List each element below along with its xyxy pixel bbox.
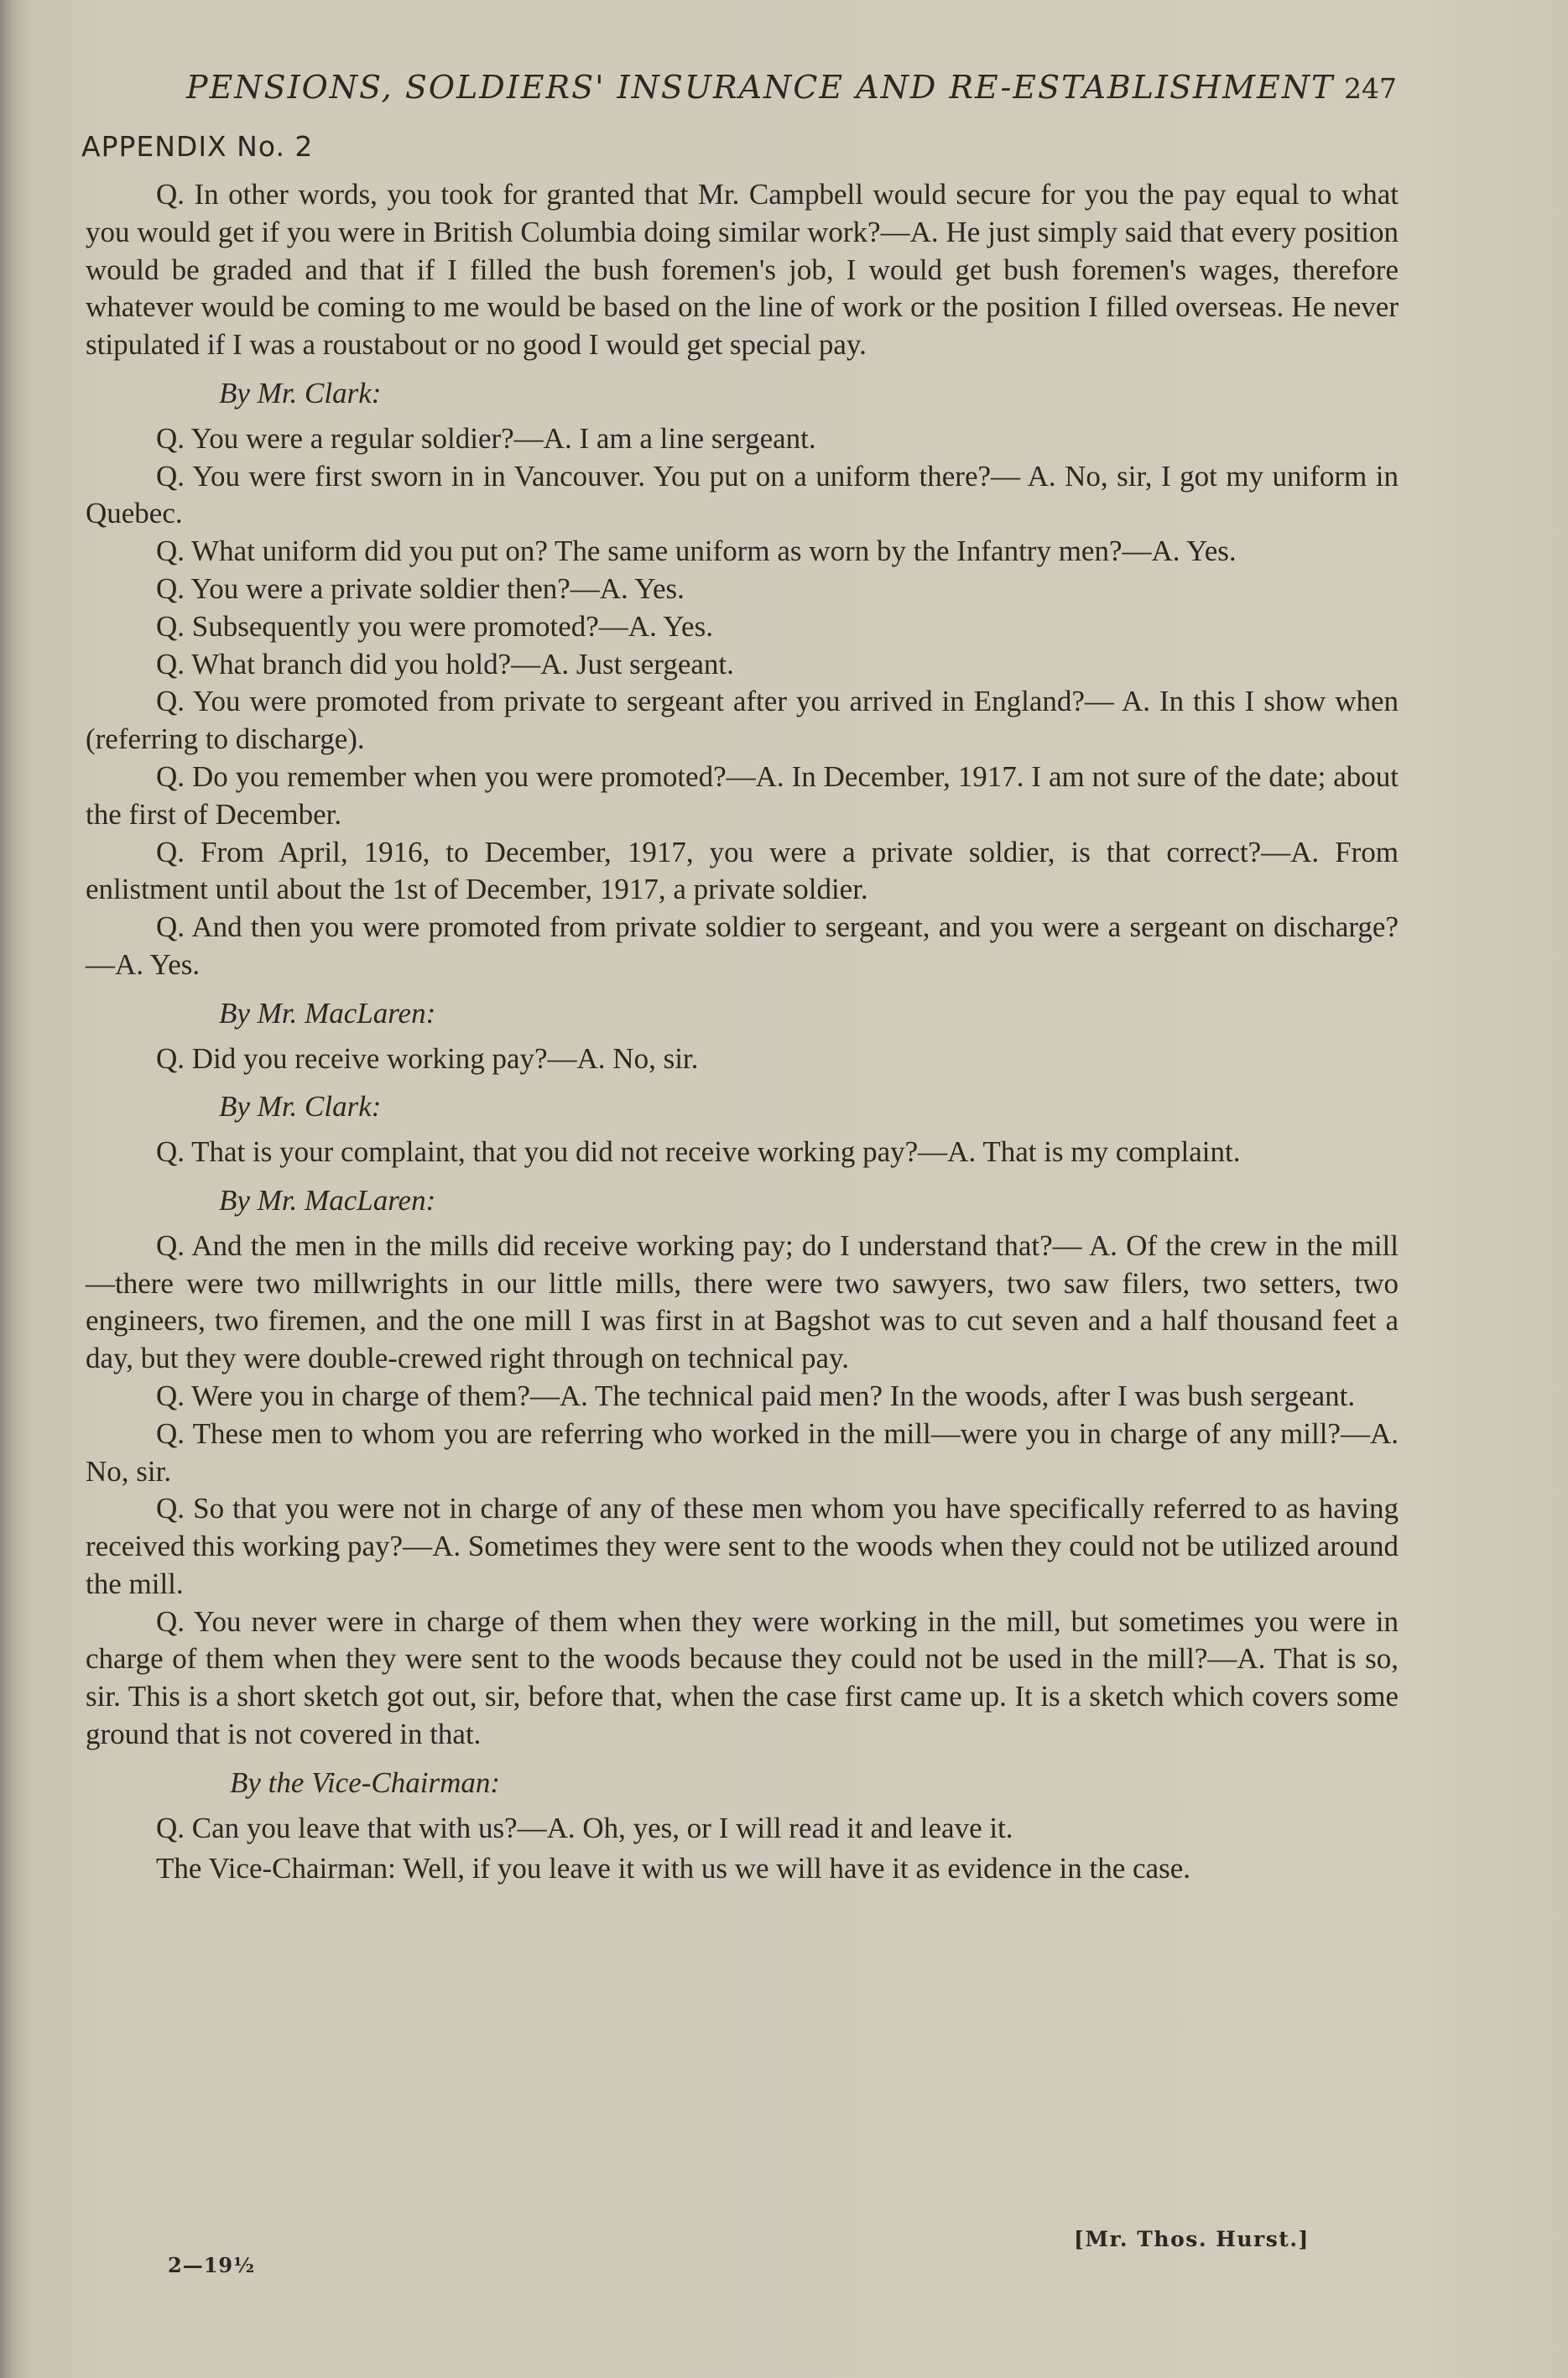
paragraph-qa: Q. And the men in the mills did receive working pay; do I understand that?— A. Of the crew in the mill—there were two millwrights in our little mills, there were two sawyers, two saw filers, two setters, two engineers, two firemen, and the one mill I was first in at Bagshot was to cut seven and a half thousand feet a day, but they were double-crewed right through on technical pay. [86,1228,1399,1375]
paragraph-qa: Q. You never were in charge of them when they were working in the mill, but sometimes you were in charge of them when they were sent to the woods because they could not be used in the mill?—A. That is so, sir. This is a short sketch got out, sir, before that, when the case first came up. It is a sketch which covers some ground that is not covered in that. [86,1604,1399,1751]
speaker-heading: By Mr. Clark: [219,1090,382,1124]
paragraph-qa: Q. In other words, you took for granted that Mr. Campbell would secure for you the pay equal to what you would get if you were in British Columbia doing similar work?—A. He just simply said that every position would be graded and that if I filled the bush foremen's job, I would get bush foremen's wages, therefore whatever would be coming to me would be based on the line of work or the position I filled overseas. He never stipulated if I was a roustabout or no good I would get special pay. [86,178,1399,362]
paragraph-qa: Q. You were promoted from private to sergeant after you arrived in England?— A. In this I show when (referring to discharge). [86,685,1399,756]
speaker-heading: By the Vice-Chairman: [230,1765,501,1799]
speaker-heading: By Mr. MacLaren: [219,996,436,1030]
paragraph-qa: Q. That is your complaint, that you did not receive working pay?—A. That is my complaint. [156,1135,1241,1169]
paragraph-qa: Q. You were a private soldier then?—A. Yes. [156,571,685,605]
paragraph-qa: Q. These men to whom you are referring who worked in the mill—were you in charge of any mill?—A. No, sir. [86,1416,1399,1488]
testimony-body [86,176,1399,1888]
signature-mark: 2—19½ [168,2253,256,2277]
paragraph-qa: Q. So that you were not in charge of any of these men whom you have specifically referred to as having received this working pay?—A. Sometimes they were sent to the woods when they could not be utilized around the mill. [86,1492,1399,1600]
witness-name: [Mr. Thos. Hurst.] [1074,2227,1310,2251]
appendix-label: APPENDIX No. 2 [81,130,314,163]
paragraph-vice-chairman: The Vice-Chairman: Well, if you leave it with us we will have it as evidence in the case. [156,1852,1190,1885]
paragraph-qa: Q. What uniform did you put on? The same uniform as worn by the Infantry men?—A. Yes. [156,535,1237,568]
page-number: 247 [1344,72,1397,105]
speaker-heading: By Mr. Clark: [219,376,382,409]
speaker-heading: By Mr. MacLaren: [219,1183,436,1217]
running-title: PENSIONS, SOLDIERS' INSURANCE AND RE-ESTABLISHMENT [186,69,1335,106]
paragraph-qa: Q. Subsequently you were promoted?—A. Yes. [156,609,713,643]
paragraph-qa: Q. Were you in charge of them?—A. The technical paid men? In the woods, after I was bush sergeant. [156,1379,1356,1412]
paragraph-qa: Q. Did you receive working pay?—A. No, sir. [156,1041,699,1075]
paragraph-qa: Q. You were a regular soldier?—A. I am a line sergeant. [156,421,816,455]
paragraph-qa: Q. Do you remember when you were promoted?—A. In December, 1917. I am not sure of the date; about the first of December. [86,759,1399,831]
paragraph-qa: Q. You were first sworn in in Vancouver. You put on a uniform there?— A. No, sir, I got my uniform in Quebec. [86,459,1399,530]
paragraph-qa: Q. From April, 1916, to December, 1917, you were a private soldier, is that correct?—A. From enlistment until about the 1st of December, 1917, a private soldier. [86,835,1399,906]
paragraph-qa: Q. What branch did you hold?—A. Just sergeant. [156,647,734,681]
paragraph-qa: Q. And then you were promoted from private soldier to sergeant, and you were a sergeant on discharge?—A. Yes. [86,910,1399,981]
paragraph-qa: Q. Can you leave that with us?—A. Oh, yes, or I will read it and leave it. [156,1811,1013,1844]
